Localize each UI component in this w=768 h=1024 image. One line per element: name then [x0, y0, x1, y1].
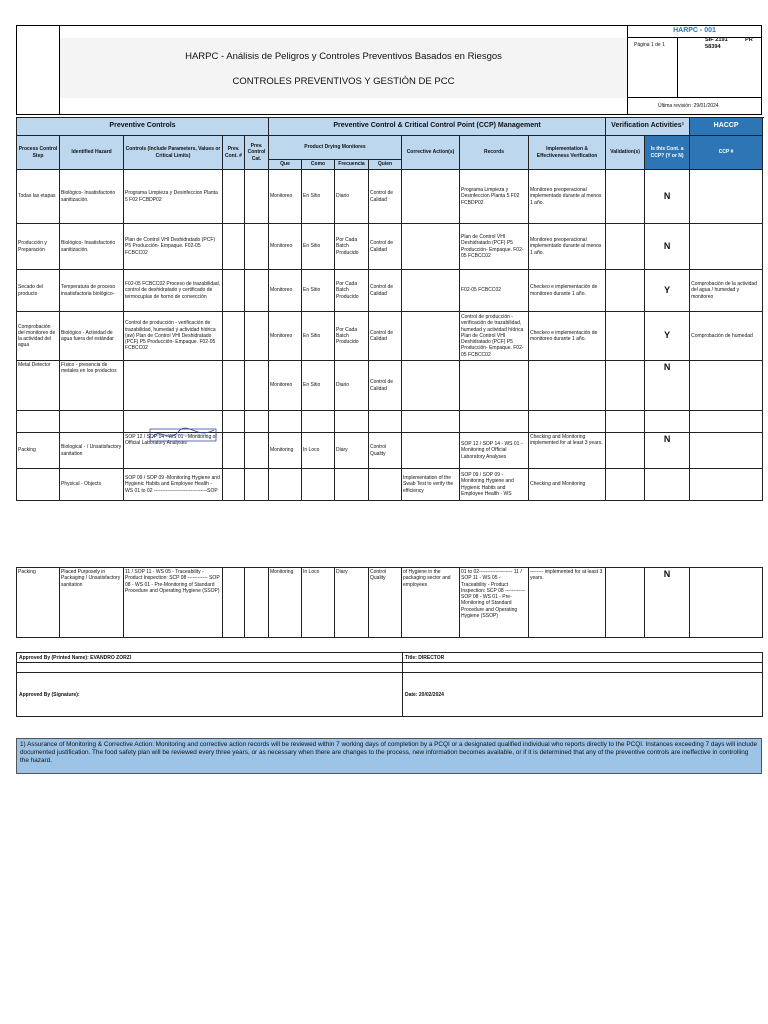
- cell-controls: Plan de Control VHI Deshidratado (PCF) P5 Producción- Empaque. F02-05 FCBCC02: [124, 224, 223, 270]
- preventive-controls-table: [16, 117, 763, 501]
- cell-frecuencia: Diario: [335, 361, 369, 411]
- col-is-ccp: Is this Cont. a CCP? (Y or N): [645, 136, 690, 170]
- footnote: 1) Assurance of Monitoring & Corrective Action: Monitoring and corrective action records will be reviewed within 7 working days of completion by a PCQI or a designated qualified individual who reports directly to the PCQI. Instances exceeding 7 days will include documented justification. The food safety plan will be reviewed every three years, or as necessary when there are changes to the process, new information becomes available, or if it is determined that any of the preventive controls are ineffective in controlling the hazard.: [16, 738, 762, 774]
- cell-ccp-number: [690, 361, 763, 411]
- cell-step: Metal Detector: [17, 361, 60, 411]
- cell-validation: [606, 312, 645, 361]
- cell-implementation: Checkeo e implementación de monitoreo durante 1 año.: [529, 270, 606, 312]
- cell-implementation: Monitoreo preoperacional implementado durante al menos 1 año.: [529, 224, 606, 270]
- header-title-band: [60, 38, 627, 98]
- cell-que: Monitoreo: [269, 270, 302, 312]
- cell-implementation: -------- implemented for at least 3 years.: [529, 568, 606, 638]
- cell-records: [460, 361, 529, 411]
- cell-prev-cat: [245, 312, 269, 361]
- cell-prev-cont: [223, 170, 245, 224]
- cell-controls: Control de producción - verificación de trazabilidad, humedad y actividad hídrica (aw) Plan de Control VHI Deshidratado (PCF) P5 Producción- Empaque. F02-05 FCBCC02: [124, 312, 223, 361]
- cell-step: Todas las etapas: [17, 170, 60, 224]
- cell-como: [302, 469, 335, 501]
- cell-frecuencia: Diario: [335, 170, 369, 224]
- col-records: Records: [460, 136, 529, 170]
- cell-como: En Sitio: [302, 224, 335, 270]
- cell-prev-cat: [245, 469, 269, 501]
- col-implementation: Implementation & Effectiveness Verification: [529, 136, 606, 170]
- cell-como: In Loco: [302, 568, 335, 638]
- cell-controls: SOP 12 / SOP 14 - WS 01 - Monitoring of Official Laboratory Analyses: [124, 433, 223, 469]
- cell-hazard: Biológico- Insatisfactorio sanitización.: [60, 224, 124, 270]
- header-right-block: [627, 25, 762, 115]
- col-que: Que: [269, 160, 302, 170]
- preventive-controls-table-continued: [16, 567, 763, 638]
- cell-records: 01 to 02-------------------- 11 / SOP 11 - WS 05 - Traceability - Product Inspection: SCP 08 ------------ SOP 08 - WS 01 - Pre-Monitoring of Standard Procedure and Operating Hygiene (SSOP): [460, 568, 529, 638]
- col-process-step: Process Control Step: [17, 136, 60, 170]
- pr-number: 58394: [705, 44, 721, 50]
- cell-is-ccp: N: [645, 170, 690, 224]
- cell-hazard: Biological - / Unsatisfactory sanitation: [60, 433, 124, 469]
- cell-quien: Control de Calidad: [369, 170, 402, 224]
- col-como: Como: [302, 160, 335, 170]
- cell-prev-cont: [223, 433, 245, 469]
- cell-hazard: Físico - presencia de metales en los productos: [60, 361, 124, 411]
- cell-prev-cont: [223, 224, 245, 270]
- cell-que: Monitoring: [269, 433, 302, 469]
- table-row: [17, 224, 763, 270]
- col-ccp-number: CCP #: [690, 136, 763, 170]
- cell-validation: [606, 433, 645, 469]
- cell-hazard: Placed Purposely in Packaging / Unsatisfactory sanitation: [60, 568, 124, 638]
- cell-prev-cat: [245, 568, 269, 638]
- cell-controls: [124, 361, 223, 411]
- col-quien: Quien: [369, 160, 402, 170]
- cell-validation: [606, 469, 645, 501]
- table-row: [17, 433, 763, 469]
- cell-corrective: Implementation of the Swab Test to verify the efficiency: [402, 469, 460, 501]
- cell-prev-cat: [245, 361, 269, 411]
- cell-quien: Control de Calidad: [369, 224, 402, 270]
- cell-implementation: Checkeo e implementación de monitoreo durante 1 año.: [529, 312, 606, 361]
- cell-records: SOP 12 / SOP 14 - WS 01 - Monitoring of Official Laboratory Analyses: [460, 433, 529, 469]
- cell-records: Plan de Control VHI Deshidratado (PCF) P5 Producción- Empaque. F02-05 FCBCC02: [460, 224, 529, 270]
- pr-label: PR: [745, 37, 753, 43]
- cell-prev-cont: [223, 312, 245, 361]
- cell-records: Control de producción - verificación de trazabilidad, humedad y actividad hídrica Plan de Control VHI Deshidratado (PCF) P5 Producción- Empaque. F02-05 FCBCC02: [460, 312, 529, 361]
- cell-step: Packing: [17, 568, 60, 638]
- table-row: [17, 170, 763, 224]
- table-row: [17, 411, 763, 433]
- cell-validation: [606, 270, 645, 312]
- cell-frecuencia: Diary: [335, 433, 369, 469]
- header-vdivider: [677, 37, 678, 97]
- sif-number: SIF 2191: [705, 37, 728, 43]
- cell-controls: F02-05 FCBCC02 Proceso de trazabilidad, control de deshidratado y certificado de termocuplas de horno de convección: [124, 270, 223, 312]
- cell-is-ccp: Y: [645, 270, 690, 312]
- cell-validation: [606, 568, 645, 638]
- table-row: [17, 568, 763, 638]
- cell-corrective: [402, 361, 460, 411]
- cell-hazard: Physical - Objects: [60, 469, 124, 501]
- group-ccp-management: Preventive Control & Critical Control Point (CCP) Management: [269, 118, 606, 136]
- cell-frecuencia: Por Cada Batch Producido: [335, 270, 369, 312]
- col-prev-control-cat: Prev. Control Cat.: [245, 136, 269, 170]
- cell-controls: Programa Limpieza y Desinfeccion Planta 5 F02 FCBDP02: [124, 170, 223, 224]
- cell-is-ccp: N: [645, 224, 690, 270]
- cell-corrective: [402, 270, 460, 312]
- approval-date: Date: 20/02/2024: [403, 673, 763, 717]
- cell-que: Monitoreo: [269, 224, 302, 270]
- group-verification: Verification Activities¹: [606, 118, 690, 136]
- col-identified-hazard: Identified Hazard: [60, 136, 124, 170]
- cell-prev-cat: [245, 224, 269, 270]
- col-product-drying: Product Drying Monitores: [269, 136, 402, 160]
- cell-que: Monitoreo: [269, 170, 302, 224]
- cell-prev-cont: [223, 361, 245, 411]
- cell-controls: 11 / SOP 11 - WS 05 - Traceability - Product Inspection: SCP 08 ------------ SOP 08 - WS 01 - Pre-Monitoring of Standard Procedure and Operating Hygiene (SSOP): [124, 568, 223, 638]
- page-indicator: Página 1 de 1: [634, 42, 665, 48]
- document-title: HARPC - Análisis de Peligros y Controles Preventivos Basados en Riesgos: [185, 51, 502, 62]
- cell-como: En Sitio: [302, 312, 335, 361]
- cell-ccp-number: [690, 224, 763, 270]
- cell-quien: Control de Calidad: [369, 361, 402, 411]
- cell-quien: Control de Calidad: [369, 312, 402, 361]
- cell-records: Programa Limpieza y Desinfeccion Planta 5 F02 FCBDP02: [460, 170, 529, 224]
- cell-frecuencia: Por Cada Batch Producido: [335, 224, 369, 270]
- group-haccp: HACCP: [690, 118, 763, 136]
- col-corrective-actions: Corrective Action(s): [402, 136, 460, 170]
- cell-step: Packing: [17, 433, 60, 469]
- cell-step: Secado del producto: [17, 270, 60, 312]
- cell-frecuencia: Por Cada Batch Producido: [335, 312, 369, 361]
- cell-prev-cat: [245, 170, 269, 224]
- cell-corrective: [402, 312, 460, 361]
- cell-implementation: Checking and Monitoring implemented for at least 3 years.: [529, 433, 606, 469]
- cell-records: SOP 09 / SOP 09 - Monitoring Hygiene and Hygienic Habits and Employee Health - WS: [460, 469, 529, 501]
- cell-hazard: Temperatura de proceso insatisfactoria biológico-: [60, 270, 124, 312]
- approved-by-printed: Approved By (Printed Name): EVANDRO ZORZI: [17, 653, 403, 663]
- cell-ccp-number: Comprobación de humedad: [690, 312, 763, 361]
- cell-como: In Loco: [302, 433, 335, 469]
- cell-corrective: [402, 433, 460, 469]
- cell-ccp-number: [690, 568, 763, 638]
- cell-validation: [606, 361, 645, 411]
- cell-que: [269, 469, 302, 501]
- cell-como: En Sitio: [302, 270, 335, 312]
- cell-step: Producción y Preparación: [17, 224, 60, 270]
- col-prev-cont: Prev. Cont. #: [223, 136, 245, 170]
- cell-validation: [606, 170, 645, 224]
- approver-title: Title: DIRECTOR: [403, 653, 763, 663]
- cell-step: Comprobación del monitoreo de la actividad del agua: [17, 312, 60, 361]
- cell-records: F02-05 FCBCC02: [460, 270, 529, 312]
- cell-prev-cat: [245, 270, 269, 312]
- document-subtitle: CONTROLES PREVENTIVOS Y GESTIÓN DE PCC: [232, 76, 455, 87]
- doc-code: HARPC - 001: [673, 27, 716, 34]
- col-frecuencia: Frecuencia: [335, 160, 369, 170]
- cell-is-ccp: Y: [645, 312, 690, 361]
- table-row: [17, 361, 763, 411]
- cell-frecuencia: Diary: [335, 568, 369, 638]
- cell-frecuencia: [335, 469, 369, 501]
- cell-ccp-number: Comprobación de la actividad del agua / humedad y monitoreo: [690, 270, 763, 312]
- col-validation: Validation(s): [606, 136, 645, 170]
- cell-quien: Control Quality: [369, 433, 402, 469]
- table-row: [17, 312, 763, 361]
- cell-is-ccp: [645, 469, 690, 501]
- signature-stamp-icon: [148, 424, 218, 446]
- header-divider: [627, 37, 762, 38]
- cell-prev-cont: [223, 568, 245, 638]
- header-divider-2: [627, 97, 762, 98]
- cell-corrective: [402, 170, 460, 224]
- cell-ccp-number: [690, 433, 763, 469]
- cell-is-ccp: N: [645, 568, 690, 638]
- table-row: [17, 270, 763, 312]
- cell-como: En Sitio: [302, 170, 335, 224]
- cell-is-ccp: N: [645, 433, 690, 469]
- cell-ccp-number: [690, 170, 763, 224]
- cell-is-ccp: N: [645, 361, 690, 411]
- cell-implementation: [529, 361, 606, 411]
- cell-ccp-number: [690, 469, 763, 501]
- cell-step: [17, 469, 60, 501]
- header-logo-cell: [16, 25, 60, 115]
- cell-como: En Sitio: [302, 361, 335, 411]
- cell-hazard: Biológico - Actividad de agua fuera del estándar: [60, 312, 124, 361]
- cell-que: Monitoreo: [269, 361, 302, 411]
- cell-que: Monitoring: [269, 568, 302, 638]
- cell-implementation: Monitoreo preoperacional implementado durante al menos 1 año.: [529, 170, 606, 224]
- col-controls: Controls (Include Parameters, Values or Critical Limits): [124, 136, 223, 170]
- last-revision: Última revisión :29/01/2024: [658, 103, 719, 109]
- approved-by-signature: Approved By (Signature):: [17, 673, 403, 717]
- group-preventive-controls: Preventive Controls: [17, 118, 269, 136]
- cell-que: Monitoreo: [269, 312, 302, 361]
- cell-validation: [606, 224, 645, 270]
- cell-corrective: of Hygiene in the packaging sector and employees: [402, 568, 460, 638]
- cell-prev-cont: [223, 270, 245, 312]
- table-row: [17, 469, 763, 501]
- approval-table: [16, 652, 763, 717]
- cell-corrective: [402, 224, 460, 270]
- cell-quien: Control de Calidad: [369, 270, 402, 312]
- cell-quien: [369, 469, 402, 501]
- cell-hazard: Biológico- Insatisfactorio sanitización.: [60, 170, 124, 224]
- cell-quien: Control Quality: [369, 568, 402, 638]
- cell-implementation: Checking and Monitoring: [529, 469, 606, 501]
- cell-prev-cont: [223, 469, 245, 501]
- cell-prev-cat: [245, 433, 269, 469]
- cell-controls: SOP 09 / SOP 09 -Monitoring Hygiene and Hygienic Habits and Employee Health - WS 01 to 02 --------------------------------SOP: [124, 469, 223, 501]
